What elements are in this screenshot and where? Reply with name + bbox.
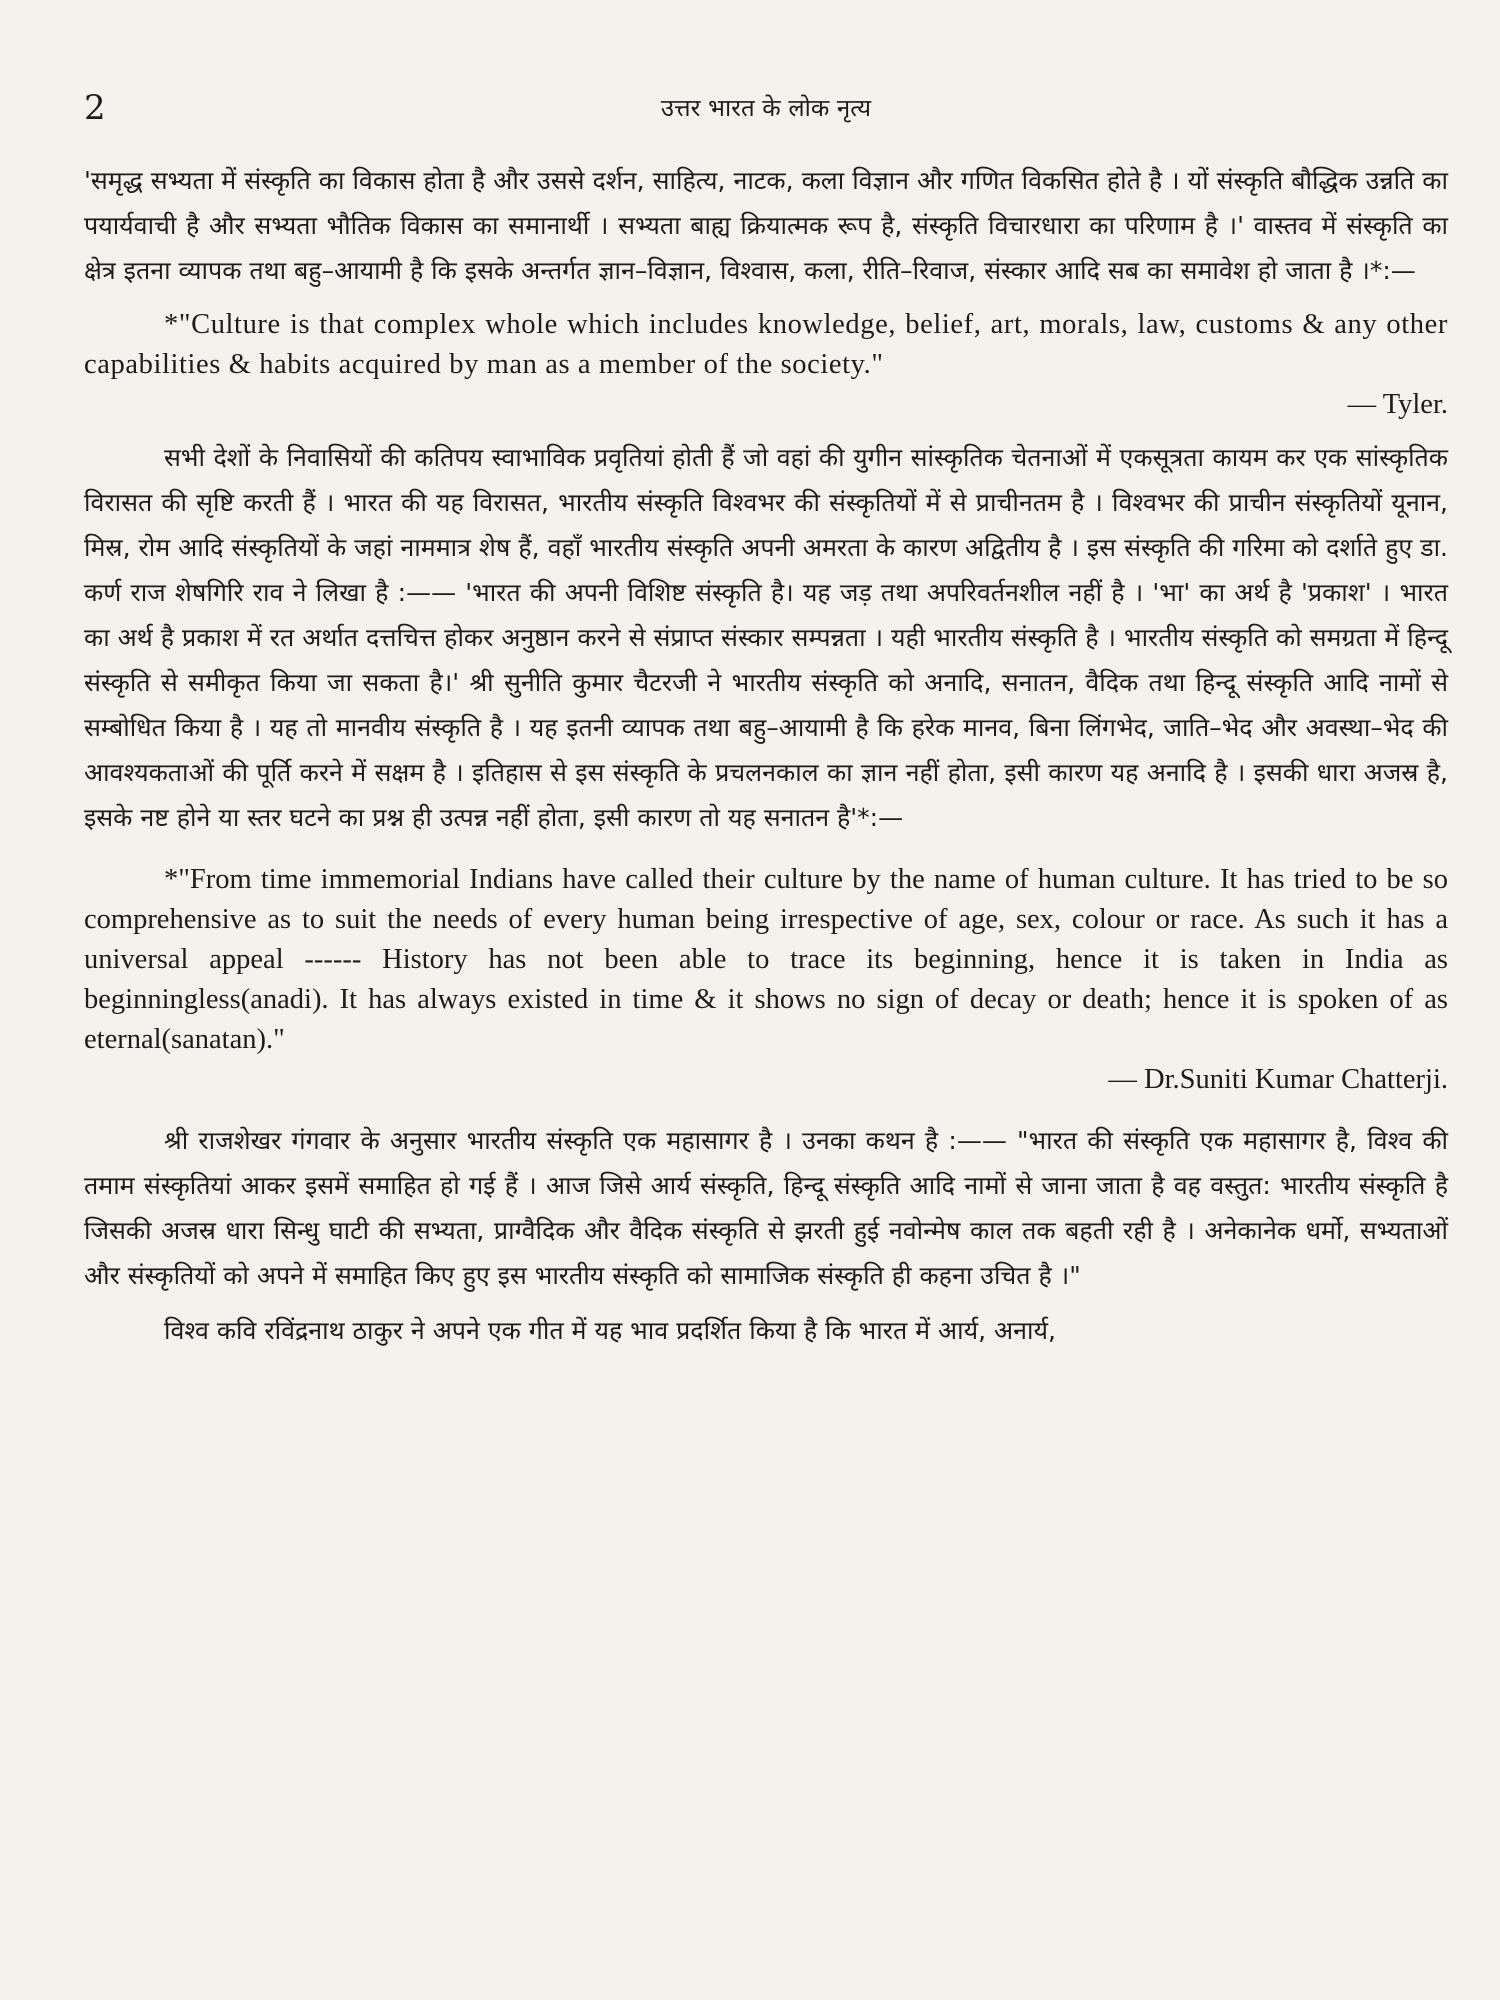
page-header — [84, 88, 1448, 128]
page-number: 2 — [84, 88, 106, 128]
running-title: उत्तर भारत के लोक नृत्य — [660, 94, 872, 122]
quote-tyler: *"Culture is that complex whole which includes knowledge, belief, art, morals, law, customs & any other capabilities & habits acquired by man as a member of the society." — [84, 309, 1448, 380]
paragraph-culture-definition: 'समृद्ध सभ्यता में संस्कृति का विकास होता है और उससे दर्शन, साहित्य, नाटक, कला विज्ञान और गणित विकसित होते है । यों संस्कृति बौद्धिक उन्नति का पयार्यवाची है और सभ्यता भौतिक विकास का समानार्थी । सभ्यता बाह्य क्रियात्मक रूप है, संस्कृति विचारधारा का परिणाम है ।' वास्तव में संस्कृति का क्षेत्र इतना व्यापक तथा बहु–आयामी है कि इसके अन्तर्गत ज्ञान–विज्ञान, विश्वास, कला, रीति–रिवाज, संस्कार आदि सब का समावेश हो जाता है ।*:— — [84, 166, 1448, 285]
paragraph-indian-heritage: सभी देशों के निवासियों की कतिपय स्वाभाविक प्रवृतियां होती हैं जो वहां की युगीन सांस्कृतिक चेतनाओं में एकसूत्रता कायम कर एक सांस्कृतिक विरासत की सृष्टि करती हैं । भारत की यह विरासत, भारतीय संस्कृति विश्वभर की संस्कृतियों में से प्राचीनतम है । विश्वभर की प्राचीन संस्कृतियों यूनान, मिस्र, रोम आदि संस्कृतियों के जहां नाममात्र शेष हैं, वहाँ भारतीय संस्कृति अपनी अमरता के कारण अद्वितीय है । इस संस्कृति की गरिमा को दर्शाते हुए डा. कर्ण राज शेषगिरि राव ने लिखा है :—— 'भारत की अपनी विशिष्ट संस्कृति है। यह जड़ तथा अपरिवर्तनशील नहीं है । 'भा' का अर्थ है 'प्रकाश' । भारत का अर्थ है प्रकाश में रत अर्थात दत्तचित्त होकर अनुष्ठान करने से संप्राप्त संस्कार सम्पन्नता । यही भारतीय संस्कृति है । भारतीय संस्कृति को समग्रता में हिन्दू संस्कृति से समीकृत किया जा सकता है।' श्री सुनीति कुमार चैटरजी ने भारतीय संस्कृति को अनादि, सनातन, वैदिक तथा हिन्दू संस्कृति आदि नामों से सम्बोधित किया है । यह तो मानवीय संस्कृति है । यह इतनी व्यापक तथा बहु–आयामी है कि हरेक मानव, बिना लिंगभेद, जाति–भेद और अवस्था–भेद की आवश्यकताओं की पूर्ति करने में सक्षम है । इतिहास से इस संस्कृति के प्रचलनकाल का ज्ञान नहीं होता, इसी कारण यह अनादि है । इसकी धारा अजस्र है, इसके नष्ट होने या स्तर घटने का प्रश्न ही उत्पन्न नहीं होता, इसी कारण तो यह सनातन है'*:— — [84, 443, 1448, 832]
paragraph-gangwar: श्री राजशेखर गंगवार के अनुसार भारतीय संस्कृति एक महासागर है । उनका कथन है :—— "भारत की संस्कृति एक महासागर है, विश्व की तमाम संस्कृतियां आकर इसमें समाहित हो गई हैं । आज जिसे आर्य संस्कृति, हिन्दू संस्कृति आदि नामों से जाना जाता है वह वस्तुत: भारतीय संस्कृति है जिसकी अजस्र धारा सिन्धु घाटी की सभ्यता, प्राग्वैदिक और वैदिक संस्कृति से झरती हुई नवोन्मेष काल तक बहती रही है । अनेकानेक धर्मो, सभ्यताओं और संस्कृतियों को अपने में समाहित किए हुए इस भारतीय संस्कृति को सामाजिक संस्कृति ही कहना उचित है ।" — [84, 1126, 1448, 1290]
paragraph-tagore: विश्व कवि रविंद्रनाथ ठाकुर ने अपने एक गीत में यह भाव प्रदर्शित किया है कि भारत में आर्य, अनार्य, — [164, 1316, 1056, 1345]
quote-chatterji: *"From time immemorial Indians have called their culture by the name of human culture. It has tried to be so comprehensive as to suit the needs of every human being irrespective of age, sex, colour or race. As such it has a universal appeal ------ History has not been able to trace its beginning, hence it is taken in India as beginningless(anadi). It has always existed in time & it shows no sign of decay or death; hence it is spoken of as eternal(sanatan)." — [84, 864, 1448, 1055]
attribution-chatterji: — Dr.Suniti Kumar Chatterji. — [1108, 1064, 1448, 1095]
attribution-tyler: — Tyler. — [1347, 389, 1448, 420]
